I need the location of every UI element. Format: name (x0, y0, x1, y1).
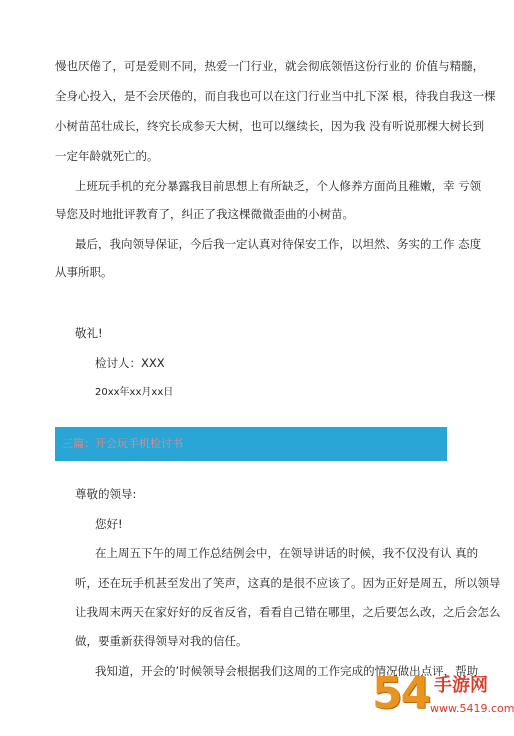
letter-greeting: 尊敬的领导: (75, 487, 137, 501)
paragraph-line: 导您及时地批评教育了，纠正了我这棵微微歪曲的小树苗。 (55, 207, 354, 221)
section-title: 三篇：开会玩手机检讨书 (62, 437, 183, 450)
paragraph-line: 在上周五下午的周工作总结例会中，在领导讲话的时候，我不仅没有认 真的 (95, 546, 479, 560)
section-banner (55, 427, 447, 461)
paragraph-line: 我知道，开会的’时候领导会根据我们这周的工作完成的情况做出点评，帮助 (95, 664, 479, 678)
watermark-url: www.5419.com (430, 702, 514, 715)
paragraph-line: 做，要重新获得领导对我的信任。 (75, 634, 248, 648)
paragraph-line: 让我周末两天在家好好的反省反省，看看自己错在哪里，之后要怎么改，之后会怎么 (75, 605, 501, 619)
paragraph-line: 上班玩手机的充分暴露我目前思想上有所缺乏，个人修养方面尚且稚嫩，幸 亏领 (75, 179, 482, 193)
watermark-number: 54 (372, 668, 430, 719)
signing-date: 20xx年xx月xx日 (95, 387, 174, 398)
letter-hello: 您好! (95, 517, 123, 531)
paragraph-line: 最后，我向领导保证，今后我一定认真对待保安工作，以坦然、务实的工作 态度 (75, 237, 482, 251)
paragraph-line: 听，还在玩手机甚至发出了笑声，这真的是很不应该了。因为正好是周五，所以领导 (75, 576, 501, 590)
paragraph-line: 慢也厌倦了，可是爱则不同，热爱一门行业，就会彻底领悟这份行业的 价值与精髓， (55, 59, 485, 73)
signer-name: 检讨人：XXX (95, 356, 165, 370)
site-watermark-logo (372, 668, 514, 732)
paragraph-line: 小树苗茁壮成长，终究长成参天大树，也可以继续长，因为我 没有听说那棵大树长到 (55, 119, 485, 133)
paragraph-line: 从事所职。 (55, 265, 113, 279)
paragraph-line: 一定年龄就死亡的。 (55, 149, 159, 163)
paragraph-line: 全身心投入，是不会厌倦的，而自我也可以在这门行业当中扎下深 根，待我自我这一棵 (55, 89, 496, 103)
watermark-brand: 手游网 (434, 675, 488, 696)
closing-salute: 敬礼! (75, 326, 103, 340)
